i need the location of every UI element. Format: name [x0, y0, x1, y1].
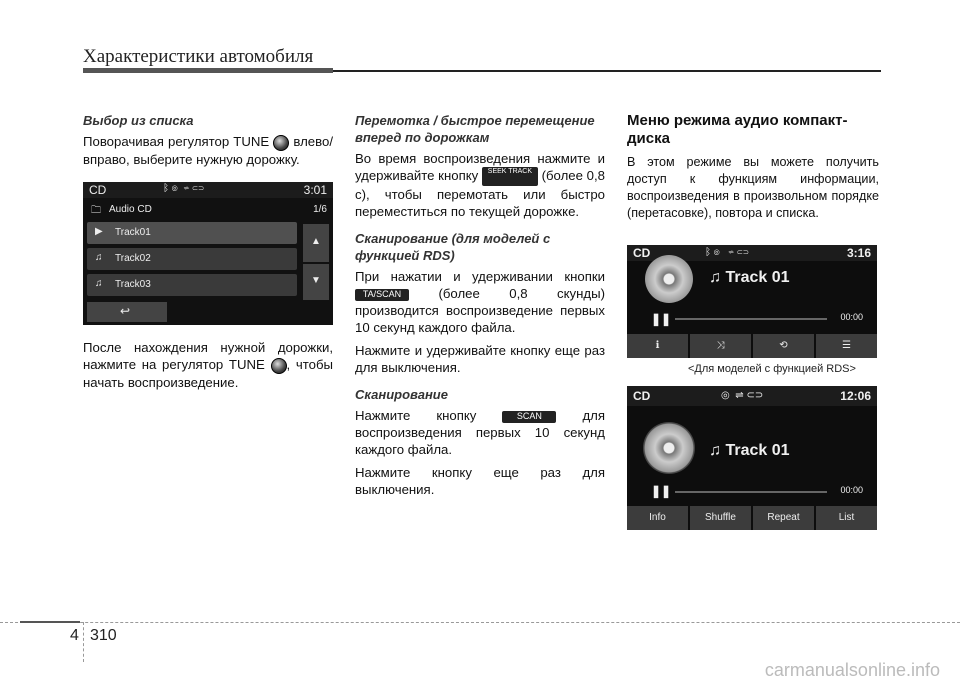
clock: 3:16	[846, 246, 871, 260]
bluetooth-icon: ᛒ ◎ ⇌ ⊂⊃	[163, 183, 205, 194]
header-rule-accent	[83, 68, 333, 73]
heading-cd-menu: Меню режима аудио компакт-диска	[627, 112, 848, 147]
text: Нажмите кнопку	[355, 408, 477, 424]
cd-disc-icon	[645, 255, 693, 303]
track-label: Track01	[115, 227, 151, 238]
track-label: Track03	[115, 279, 151, 290]
tune-knob-icon	[273, 135, 289, 151]
list-item[interactable]	[87, 222, 297, 244]
folder-icon: 🗀	[91, 205, 101, 216]
music-note-icon: ♫	[95, 252, 103, 263]
para-turn-tune	[83, 133, 333, 168]
bluetooth-icon: ᛒ ◎ ⇌ ⊂⊃	[705, 247, 749, 258]
list-item[interactable]	[87, 274, 297, 296]
text: После нахождения нужной дорожки, нажмите на регулятор TUNE	[83, 340, 333, 372]
icon-button-row	[627, 334, 877, 358]
track-name: Track 01	[725, 269, 790, 286]
triangle-down-icon: ▼	[311, 275, 321, 286]
caption-rds: <Для моделей с функцией RDS>	[688, 363, 856, 375]
list-icon: ☰	[842, 340, 851, 351]
track-label: Track02	[115, 253, 151, 264]
back-button[interactable]	[87, 302, 167, 322]
triangle-up-icon: ▲	[311, 236, 321, 247]
track-title	[709, 442, 790, 460]
list-button[interactable]	[816, 334, 877, 358]
para-scan-off: Нажмите и удерживайте кнопку еще раз для выключения.	[355, 343, 605, 376]
status-bar	[83, 182, 333, 198]
scan-button: SCAN	[502, 411, 556, 423]
seek-track-button: SEEK TRACK	[482, 167, 538, 186]
track-title	[709, 269, 790, 287]
chapter-number: 4	[70, 627, 79, 644]
text: влево/вправо, выберите нужную дорожку.	[83, 134, 333, 167]
clock: 12:06	[840, 389, 871, 403]
progress-bar	[675, 318, 827, 320]
text: Поворачивая регулятор TUNE	[83, 134, 270, 149]
heading-seek: Перемотка / быстрое перемещение вперед по дорожкам	[355, 113, 595, 145]
footer-rule	[0, 622, 960, 623]
page-header-title: Характеристики автомобиля	[83, 46, 314, 67]
music-note-icon: ♫	[709, 442, 726, 459]
track-name: Track 01	[725, 442, 790, 459]
cd-disc-icon	[643, 422, 695, 474]
scroll-up-button[interactable]	[303, 224, 329, 262]
elapsed-time: 00:00	[840, 312, 863, 322]
column-1	[83, 112, 333, 174]
heading-scan-rds: Сканирование (для моделей с функцией RDS)	[355, 231, 551, 264]
text: (более 0,8 скунды) производится воспроизведение первых 10 секунд каждого файла.	[355, 286, 605, 336]
text: для воспроизведения первых 10 секунд каждого файла.	[355, 408, 605, 458]
clock: 3:01	[303, 183, 327, 197]
repeat-button[interactable]: Repeat	[753, 506, 814, 530]
cd-screen	[627, 386, 877, 530]
watermark: carmanualsonline.info	[764, 660, 940, 680]
info-button[interactable]	[627, 334, 688, 358]
column-2	[355, 112, 605, 504]
page-number: 310	[90, 627, 117, 644]
para-scan-rds	[355, 268, 605, 336]
back-arrow-icon: ↩	[120, 304, 131, 318]
mode-label: CD	[633, 389, 651, 403]
column-1-bottom	[83, 339, 333, 397]
text: (более 0,8 с), чтобы перемотать или быстро переместиться по текущей дорожке.	[355, 168, 605, 220]
track-count: 1/6	[313, 204, 327, 215]
repeat-icon: ⟲	[779, 340, 788, 351]
footer-accent	[20, 621, 80, 623]
footer-divider	[83, 622, 84, 662]
scroll-down-button[interactable]	[303, 264, 329, 300]
para-scan-off-2: Нажмите кнопку еще раз для выключения.	[355, 465, 605, 498]
list-item[interactable]	[87, 248, 297, 270]
info-button[interactable]: Info	[627, 506, 688, 530]
cd-screen-rds	[627, 245, 877, 358]
text: При нажатии и удерживании кнопки	[355, 269, 605, 285]
mode-label: CD	[89, 183, 107, 197]
column-3	[627, 112, 879, 228]
text: ,	[286, 357, 291, 372]
repeat-button[interactable]	[753, 334, 814, 358]
text-button-row	[627, 506, 877, 530]
mode-label: CD	[633, 246, 651, 260]
shuffle-button[interactable]: Shuffle	[690, 506, 751, 530]
progress-bar	[675, 491, 827, 493]
elapsed-time: 00:00	[840, 485, 863, 495]
music-note-icon: ♫	[709, 269, 726, 286]
folder-bar	[83, 200, 333, 218]
info-icon: ℹ	[655, 340, 660, 351]
play-icon: ▶	[95, 226, 103, 237]
text: чтобы начать воспроизведение.	[83, 357, 333, 390]
para-press-tune	[83, 339, 333, 391]
text: Во время воспроизведения нажмите и удерживайте кнопку	[355, 151, 605, 183]
para-seek	[355, 150, 605, 220]
ta-scan-button: TA/SCAN	[355, 289, 409, 301]
shuffle-icon: ⤨	[716, 340, 725, 351]
list-screen	[83, 182, 333, 325]
music-note-icon: ♫	[95, 278, 103, 289]
pause-icon: ❚❚	[651, 312, 672, 326]
heading-list-select: Выбор из списка	[83, 113, 194, 128]
para-scan	[355, 407, 605, 458]
status-bar	[627, 386, 877, 406]
pause-icon: ❚❚	[651, 484, 672, 498]
para-cd-menu: В этом режиме вы можете получить доступ к функциям информации, воспроизведения в произвольном порядке (перетасовке), повтора и списка.	[627, 155, 879, 220]
status-icons: ◎ ⇌ ⊂⊃	[721, 390, 764, 401]
list-button[interactable]: List	[816, 506, 877, 530]
shuffle-button[interactable]	[690, 334, 751, 358]
folder-name: Audio CD	[109, 204, 152, 215]
heading-scan: Сканирование	[355, 387, 448, 403]
tune-knob-icon	[271, 358, 287, 374]
